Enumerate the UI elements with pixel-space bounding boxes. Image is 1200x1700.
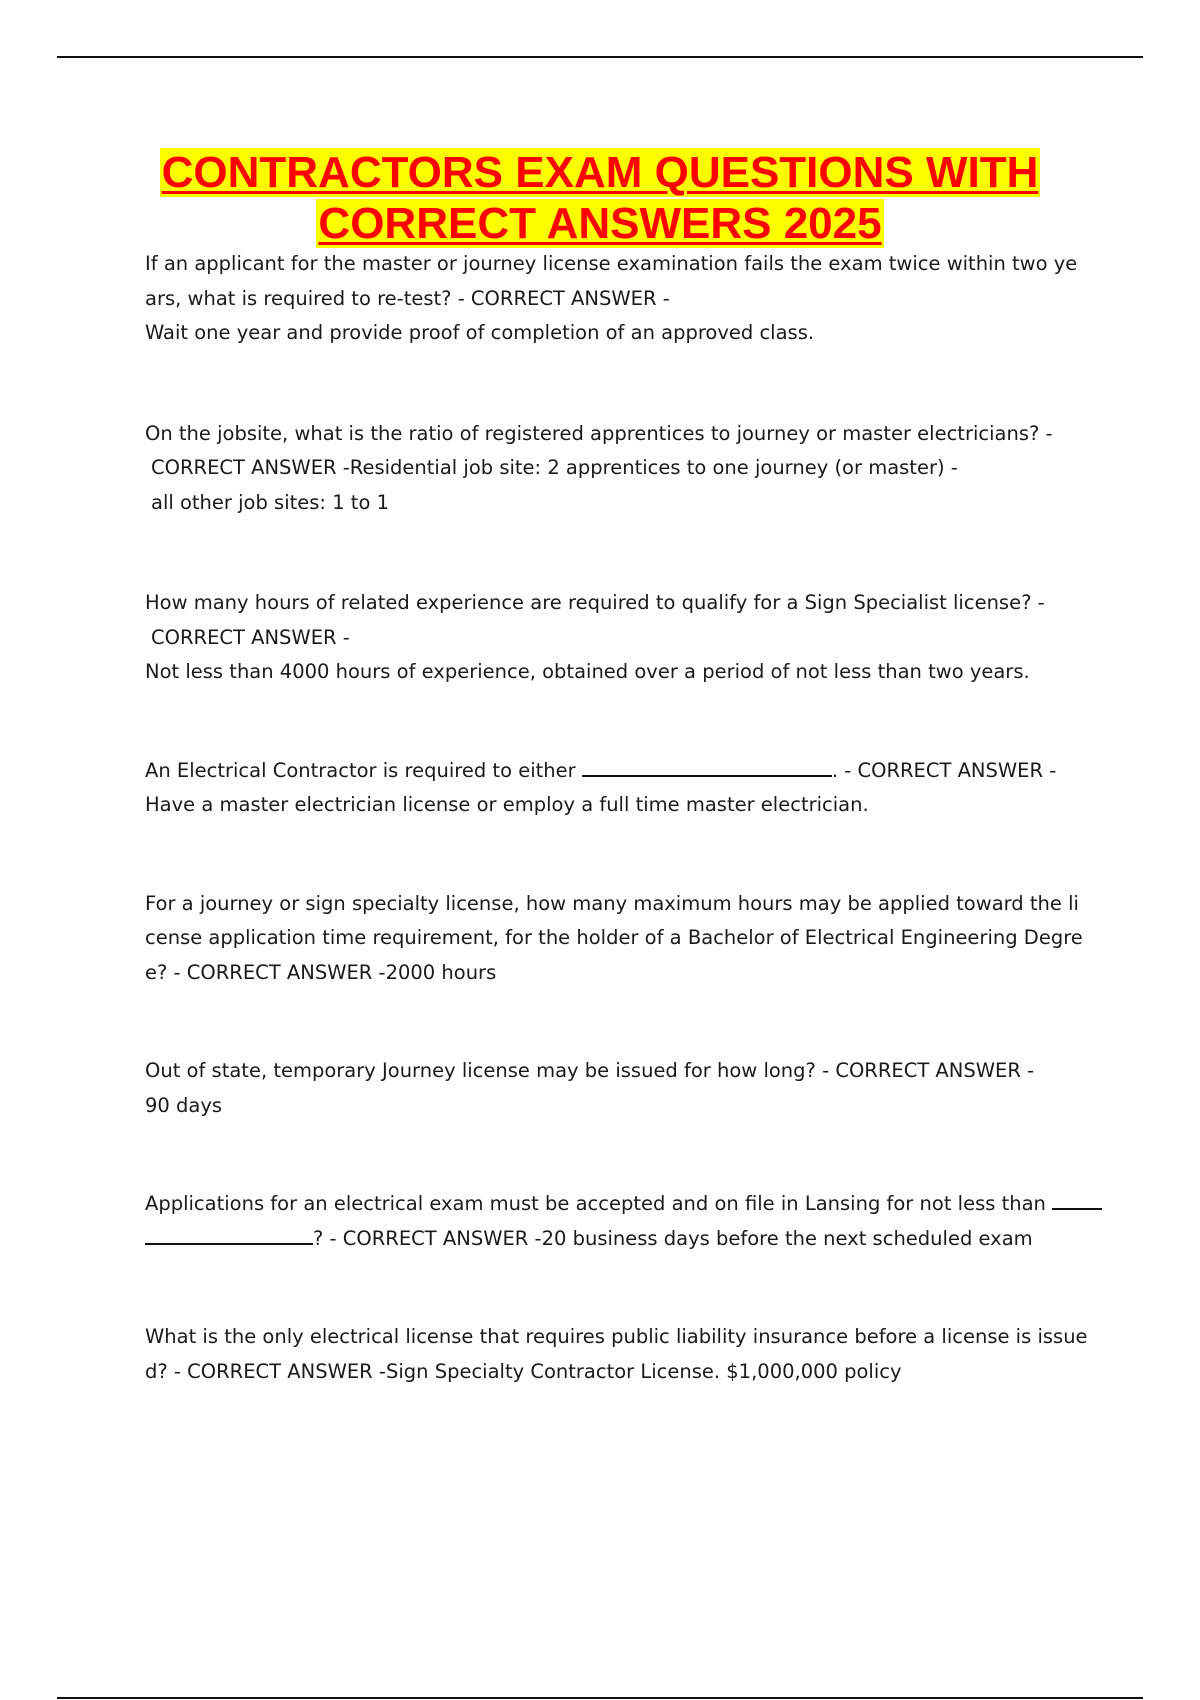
qa-item xyxy=(145,417,1105,521)
qa-answer: d? - CORRECT ANSWER -Sign Specialty Contractor License. $1,000,000 policy xyxy=(145,1359,902,1383)
answer-blank xyxy=(582,755,832,777)
qa-answer: 90 days xyxy=(145,1093,223,1117)
spacer xyxy=(145,823,1105,887)
qa-text: ars, what is required to re-test? - CORRECT ANSWER - xyxy=(145,286,670,310)
bottom-rule xyxy=(57,1697,1143,1699)
qa-answer: Have a master electrician license or employ a full time master electrician. xyxy=(145,793,869,816)
qa-item xyxy=(145,887,1105,991)
qa-item xyxy=(145,247,1105,351)
qa-answer: Wait one year and provide proof of completion of an approved class. xyxy=(145,321,815,344)
qa-text: CORRECT ANSWER -Residential job site: 2 apprentices to one journey (or master) - xyxy=(151,456,958,479)
qa-text: Applications for an electrical exam must be accepted and on file in Lansing for not less than xyxy=(145,1187,1105,1222)
qa-text: Out of state, temporary Journey license may be issued for how long? - CORRECT ANSWER - xyxy=(145,1059,1035,1082)
document-title xyxy=(100,147,1100,249)
title-line-2: CORRECT ANSWERS 2025 xyxy=(318,199,882,248)
qa-answer: all other job sites: 1 to 1 xyxy=(151,490,389,514)
qa-text: How many hours of related experience are required to qualify for a Sign Specialist license? - xyxy=(145,591,1045,614)
answer-blank xyxy=(145,1223,313,1245)
spacer xyxy=(145,520,1105,586)
spacer xyxy=(145,990,1105,1054)
qa-text: What is the only electrical license that requires public liability insurance before a license is issue xyxy=(145,1325,1088,1348)
qa-list xyxy=(145,247,1105,1389)
spacer xyxy=(145,1123,1105,1187)
qa-answer: e? - CORRECT ANSWER -2000 hours xyxy=(145,960,497,984)
qa-text: CORRECT ANSWER - xyxy=(151,625,350,649)
qa-item xyxy=(145,586,1105,690)
qa-item xyxy=(145,1187,1105,1256)
spacer xyxy=(145,1256,1105,1320)
qa-item xyxy=(145,1320,1105,1389)
spacer xyxy=(145,351,1105,417)
qa-answer: Not less than 4000 hours of experience, obtained over a period of not less than two years. xyxy=(145,660,1030,683)
qa-text: cense application time requirement, for the holder of a Bachelor of Electrical Engineering Degre xyxy=(145,926,1083,949)
qa-answer: ? - CORRECT ANSWER -20 business days before the next scheduled exam xyxy=(145,1222,1105,1257)
qa-text: For a journey or sign specialty license, how many maximum hours may be applied toward the li xyxy=(145,891,1079,915)
qa-item xyxy=(145,754,1105,823)
spacer xyxy=(145,690,1105,754)
answer-blank xyxy=(1052,1188,1102,1210)
qa-text: If an applicant for the master or journey license examination fails the exam twice within two ye xyxy=(145,252,1078,275)
title-line-1: CONTRACTORS EXAM QUESTIONS WITH xyxy=(161,148,1039,197)
qa-text: An Electrical Contractor is required to either . - CORRECT ANSWER - xyxy=(145,754,1105,789)
top-rule xyxy=(57,56,1143,58)
qa-item xyxy=(145,1054,1105,1123)
qa-text: On the jobsite, what is the ratio of registered apprentices to journey or master electricians? - xyxy=(145,421,1053,445)
